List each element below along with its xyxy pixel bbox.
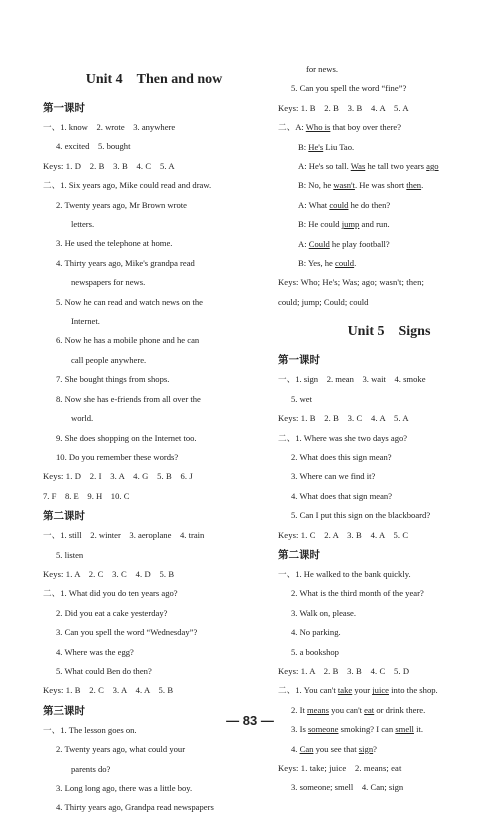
- keys-line: 3. someone; smell 4. Can; sign: [291, 782, 404, 793]
- answer-line: [278, 681, 500, 700]
- section-heading: 第一课时: [43, 102, 85, 114]
- answer-line: for news.: [306, 64, 338, 74]
- answer-line: 5. listen: [56, 549, 84, 560]
- dialogue-line: [278, 118, 500, 137]
- answer-line: world.: [71, 413, 94, 424]
- dialogue-line: [278, 254, 500, 273]
- underlined-answer: He's: [308, 141, 324, 152]
- text: into the shop.: [388, 685, 438, 696]
- answer-line: letters.: [71, 219, 95, 230]
- answer-line: 4. Thirty years ago, Mike's grandpa read: [56, 257, 195, 268]
- answer-line: call people anywhere.: [71, 354, 147, 365]
- text: he tall two years: [365, 161, 427, 172]
- text: 二、1. You can't: [278, 685, 338, 696]
- dialogue-line: [278, 235, 500, 254]
- underlined-answer: then: [406, 180, 422, 191]
- answer-line: 一、1. know 2. wrote 3. anywhere: [43, 122, 176, 132]
- text: you see that: [313, 743, 359, 754]
- answer-line: 4. No parking.: [291, 627, 341, 638]
- answer-line: [278, 740, 500, 759]
- answer-line: 一、1. still 2. winter 3. aeroplane 4. train: [43, 530, 205, 541]
- underlined-answer: jump: [341, 219, 360, 230]
- underlined-answer: eat: [364, 704, 375, 715]
- answer-line: 4. Thirty years ago, Grandpa read newspapers: [56, 802, 214, 813]
- answer-line: 2. What is the third month of the year?: [291, 588, 424, 599]
- answer-line: 4. Where was the egg?: [56, 646, 134, 657]
- underlined-answer: someone: [307, 724, 339, 735]
- text: A:: [298, 238, 309, 249]
- answer-line: 5. Now he can read and watch news on the: [56, 296, 203, 307]
- text: he do then?: [348, 199, 391, 210]
- text: .: [354, 258, 357, 269]
- answer-line: 二、1. What did you do ten years ago?: [43, 588, 178, 599]
- underlined-answer: Can: [299, 743, 314, 754]
- answer-line: 5. Can I put this sign on the blackboard?: [291, 510, 431, 521]
- text: ?: [373, 743, 377, 754]
- text: B:: [298, 141, 309, 152]
- dialogue-line: [278, 215, 500, 234]
- keys-line: Keys: Who; He's; Was; ago; wasn't; then;: [278, 277, 424, 288]
- answer-line: 4. What does that sign mean?: [291, 490, 393, 501]
- answer-line: 二、1. Six years ago, Mike could read and draw.: [43, 180, 212, 191]
- answer-line: 7. She bought things from shops.: [56, 374, 170, 385]
- keys-line: 7. F 8. E 9. H 10. C: [43, 490, 130, 501]
- text: 二、A:: [278, 122, 306, 133]
- answer-line: 5. Can you spell the word “fine”?: [291, 83, 407, 94]
- answer-line: 3. Where can we find it?: [291, 471, 376, 482]
- keys-line: Keys: 1. A 2. C 3. C 4. D 5. B: [43, 568, 175, 579]
- answer-line: 5. What could Ben do then?: [56, 665, 152, 676]
- answer-line: 2. Twenty years ago, what could your: [56, 744, 186, 755]
- text: Liu Tao.: [323, 141, 355, 152]
- section-heading: 第一课时: [278, 354, 320, 367]
- text: B: No, he: [298, 180, 334, 191]
- unit-5-title: Unit 5 Signs: [347, 324, 431, 340]
- answer-line: 6. Now he has a mobile phone and he can: [56, 335, 200, 346]
- left-column: [43, 60, 265, 818]
- text: B: Yes, he: [298, 258, 336, 269]
- text: .: [421, 180, 424, 191]
- answer-line: newspapers for news.: [71, 277, 146, 288]
- underlined-answer: means: [307, 704, 329, 715]
- keys-line: Keys: 1. C 2. A 3. B 4. A 5. C: [278, 529, 409, 540]
- right-column: [278, 60, 500, 798]
- keys-line: Keys: 1. A 2. B 3. B 4. C 5. D: [278, 665, 410, 676]
- underlined-answer: Could: [308, 238, 330, 249]
- keys-line: Keys: 1. take; juice 2. means; eat: [278, 763, 402, 773]
- text: B: He could: [298, 219, 342, 230]
- answer-line: 3. He used the telephone at home.: [56, 238, 173, 249]
- section-heading: 第三课时: [43, 704, 85, 717]
- unit-4-title: Unit 4 Then and now: [85, 72, 223, 87]
- answer-line: 3. Long long ago, there was a little boy.: [56, 783, 193, 793]
- answer-line: 2. Did you eat a cake yesterday?: [56, 607, 168, 618]
- text: 2. It: [291, 704, 307, 715]
- answer-line: 10. Do you remember these words?: [56, 451, 179, 462]
- underlined-answer: Who is: [305, 122, 331, 133]
- text: smoking? I can: [338, 724, 396, 735]
- answer-line: 二、1. Where was she two days ago?: [278, 432, 408, 443]
- page-number: — 83 —: [226, 713, 274, 728]
- answer-line: 8. Now she has e-friends from all over the: [56, 393, 201, 404]
- underlined-answer: take: [337, 685, 353, 696]
- answer-line: parents do?: [71, 763, 111, 774]
- answer-line: 一、1. sign 2. mean 3. wait 4. smoke: [278, 374, 426, 385]
- answer-line: 一、1. He walked to the bank quickly.: [278, 568, 411, 579]
- section-heading: 第二课时: [278, 548, 320, 561]
- text: 4.: [291, 743, 300, 754]
- text: your: [352, 685, 373, 696]
- text: or drink there.: [374, 704, 426, 715]
- text: 3. Is: [291, 724, 308, 735]
- underlined-answer: Was: [350, 161, 366, 172]
- dialogue-line: [278, 157, 500, 176]
- answer-line: 3. Can you spell the word “Wednesday”?: [56, 627, 198, 638]
- answer-line: 3. Walk on, please.: [291, 607, 357, 618]
- text: . He was short: [354, 180, 407, 191]
- answer-line: 2. Twenty years ago, Mr Brown wrote: [56, 199, 187, 210]
- underlined-answer: could: [329, 199, 349, 210]
- answer-line: 一、1. The lesson goes on.: [43, 724, 137, 735]
- answer-line: 9. She does shopping on the Internet too.: [56, 432, 197, 443]
- dialogue-line: [278, 196, 500, 215]
- answer-line: 2. What does this sign mean?: [291, 451, 392, 462]
- keys-line: Keys: 1. D 2. I 3. A 4. G 5. B 6. J: [43, 471, 193, 482]
- keys-line: could; jump; Could; could: [278, 296, 369, 307]
- underlined-answer: ago: [426, 161, 439, 172]
- underlined-answer: sign: [358, 743, 374, 754]
- underlined-answer: smell: [395, 724, 414, 735]
- answer-line: 5. a bookshop: [291, 646, 339, 657]
- answer-line: Internet.: [71, 316, 100, 327]
- underlined-answer: could: [335, 258, 355, 269]
- answer-line: 5. wet: [291, 393, 313, 404]
- text: A: He's so tall.: [298, 161, 351, 172]
- underlined-answer: juice: [372, 685, 389, 696]
- text: A: What: [298, 199, 330, 210]
- dialogue-line: [278, 176, 500, 195]
- keys-line: Keys: 1. B 2. B 3. B 4. A 5. A: [278, 102, 409, 113]
- keys-line: Keys: 1. B 2. C 3. A 4. A 5. B: [43, 685, 174, 696]
- dialogue-line: [278, 138, 500, 157]
- answer-line: 4. excited 5. bought: [56, 141, 131, 152]
- text: it.: [413, 724, 424, 735]
- text: he play football?: [329, 238, 390, 249]
- text: you can't: [328, 704, 365, 715]
- text: and run.: [359, 219, 390, 230]
- text: that boy over there?: [330, 122, 402, 133]
- underlined-answer: wasn't: [333, 180, 355, 191]
- keys-line: Keys: 1. D 2. B 3. B 4. C 5. A: [43, 160, 175, 171]
- section-heading: 第二课时: [43, 510, 85, 523]
- keys-line: Keys: 1. B 2. B 3. C 4. A 5. A: [278, 413, 409, 424]
